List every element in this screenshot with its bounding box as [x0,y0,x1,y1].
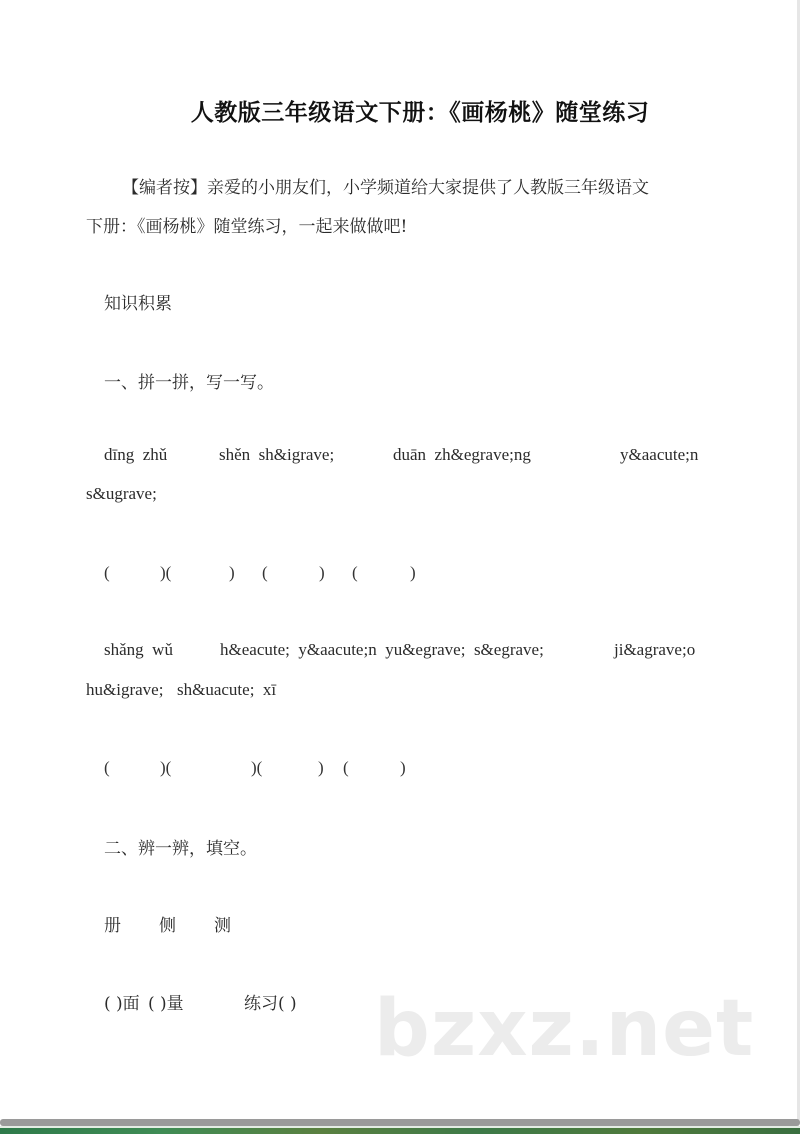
fill-blank-item[interactable]: ( )面 [104,994,140,1014]
answer-blank-close[interactable]: ) [319,563,325,582]
question-1-heading: 一、拼一拼，写一写。 [104,373,274,393]
answer-blank-close[interactable]: ) [400,758,406,777]
document-title: 人教版三年级语文下册：《画杨桃》随堂练习 [190,100,650,126]
character-item: 侧 [159,916,176,936]
section-heading: 知识积累 [104,294,172,314]
answer-blank-close[interactable]: ) [410,563,416,582]
pinyin-item: dīng zhǔ [104,445,168,464]
character-item: 测 [214,916,231,936]
answer-blank-close[interactable]: ) [318,758,324,777]
pinyin-item: y&aacute;n [620,445,699,464]
pinyin-item-wrap: sh&uacute; xī [177,680,277,699]
answer-blank-close-open[interactable]: )( [251,758,263,777]
pinyin-item: shǎng wǔ [104,640,173,659]
pinyin-item: duān zh&egrave;ng [393,445,531,464]
answer-blank-open[interactable]: ( [352,563,358,582]
question-2-heading: 二、辨一辨，填空。 [104,839,257,859]
pinyin-item-wrap: s&ugrave; [86,484,157,503]
fill-blank-item[interactable]: 练习( ) [244,994,297,1014]
pinyin-item: h&eacute; y&aacute;n yu&egrave; s&egrave; [220,640,544,659]
desktop-background-strip [0,1128,800,1134]
answer-blank-open[interactable]: ( [104,758,110,777]
editor-note-line-2: 下册：《画杨桃》随堂练习，一起来做做吧! [86,217,408,237]
editor-note-line-1: 【编者按】亲爱的小朋友们，小学频道给大家提供了人教版三年级语文 [122,178,649,198]
character-item: 册 [104,916,121,936]
watermark: bzxz.net [374,984,755,1074]
pinyin-item-wrap: hu&igrave; [86,680,164,699]
answer-blank-open[interactable]: ( [104,563,110,582]
fill-blank-item[interactable]: ( )量 [148,994,184,1014]
answer-blank-open[interactable]: ( [343,758,349,777]
answer-blank-close-open[interactable]: )( [160,758,172,777]
answer-blank-close[interactable]: ) [229,563,235,582]
answer-blank-open[interactable]: ( [262,563,268,582]
pinyin-item: shěn sh&igrave; [219,445,335,464]
pinyin-item: ji&agrave;o [614,640,696,659]
answer-blank-close-open[interactable]: )( [160,563,172,582]
horizontal-scrollbar[interactable] [0,1119,800,1126]
